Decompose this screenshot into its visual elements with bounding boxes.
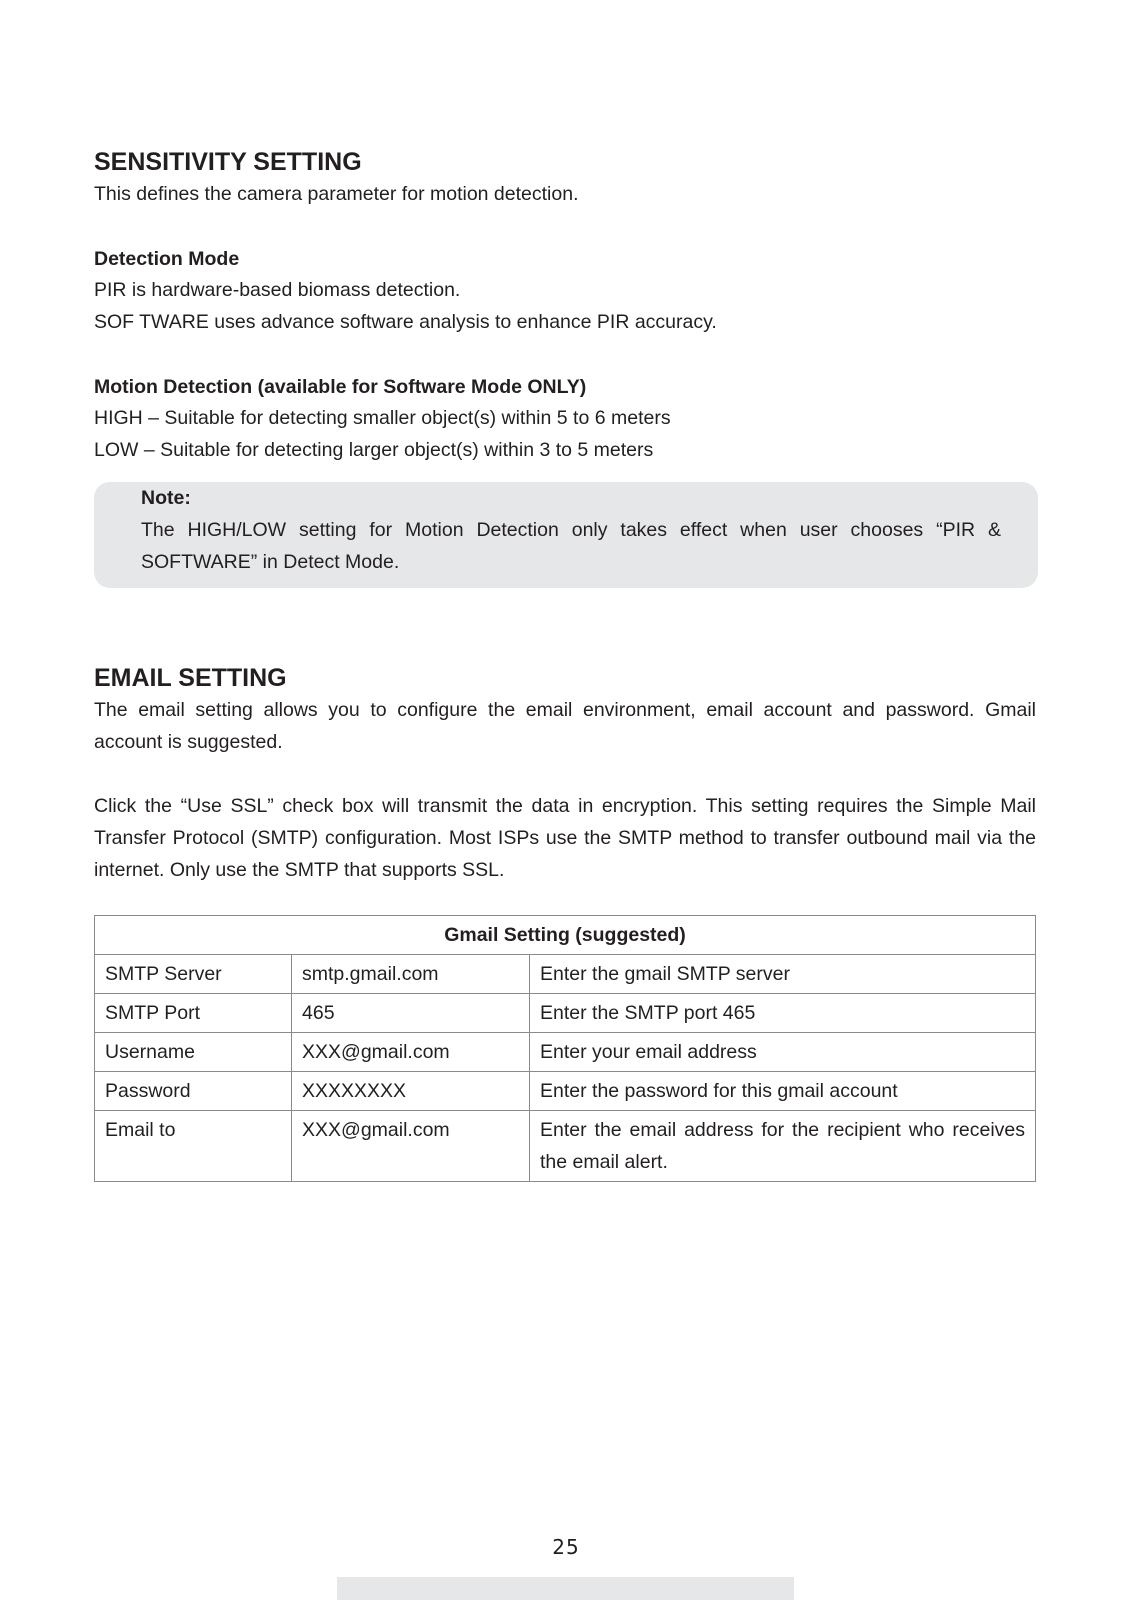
cell-value: XXX@gmail.com xyxy=(292,1111,530,1182)
cell-setting: Password xyxy=(95,1072,292,1111)
page-number: 25 xyxy=(552,1535,580,1559)
footer-bar xyxy=(337,1577,794,1600)
cell-value: XXXXXXXX xyxy=(292,1072,530,1111)
cell-setting: SMTP Port xyxy=(95,994,292,1033)
note-label: Note: xyxy=(141,487,191,509)
table-header-row xyxy=(95,916,1036,955)
cell-description: Enter the password for this gmail account xyxy=(530,1072,1036,1111)
section-title-sensitivity: SENSITIVITY SETTING xyxy=(94,148,362,176)
cell-description: Enter the SMTP port 465 xyxy=(530,994,1036,1033)
detection-mode-line-pir: PIR is hardware-based biomass detection. xyxy=(94,279,461,301)
motion-detection-line-low: LOW – Suitable for detecting larger object(s) within 3 to 5 meters xyxy=(94,439,654,461)
cell-value: smtp.gmail.com xyxy=(292,955,530,994)
section-title-email: EMAIL SETTING xyxy=(94,664,287,692)
cell-setting: SMTP Server xyxy=(95,955,292,994)
sensitivity-intro: This defines the camera parameter for motion detection. xyxy=(94,183,579,205)
cell-value: XXX@gmail.com xyxy=(292,1033,530,1072)
detection-mode-line-software: SOF TWARE uses advance software analysis to enhance PIR accuracy. xyxy=(94,311,717,333)
cell-description: Enter the email address for the recipient who receives the email alert. xyxy=(530,1111,1036,1182)
table-row xyxy=(95,955,1036,994)
table-header: Gmail Setting (suggested) xyxy=(95,916,1036,955)
email-intro: The email setting allows you to configure the email environment, email account and password. Gmail account is suggested. xyxy=(94,699,1036,753)
cell-setting: Email to xyxy=(95,1111,292,1182)
cell-setting: Username xyxy=(95,1033,292,1072)
table-row xyxy=(95,1033,1036,1072)
cell-value: 465 xyxy=(292,994,530,1033)
table-row xyxy=(95,1072,1036,1111)
gmail-settings-table xyxy=(94,915,1036,1182)
cell-description: Enter the gmail SMTP server xyxy=(530,955,1036,994)
email-ssl-paragraph: Click the “Use SSL” check box will transmit the data in encryption. This setting requires the Simple Mail Transfer Protocol (SMTP) configuration. Most ISPs use the SMTP method to transfer outbound mail via the internet. Only use the SMTP that supports SSL. xyxy=(94,795,1036,881)
table-row xyxy=(95,994,1036,1033)
note-box xyxy=(94,482,1038,588)
table-row xyxy=(95,1111,1036,1182)
motion-detection-line-high: HIGH – Suitable for detecting smaller object(s) within 5 to 6 meters xyxy=(94,407,671,429)
cell-description: Enter your email address xyxy=(530,1033,1036,1072)
note-text: The HIGH/LOW setting for Motion Detection only takes effect when user chooses “PIR & SOFTWARE” in Detect Mode. xyxy=(141,519,1001,573)
motion-detection-heading: Motion Detection (available for Software Mode ONLY) xyxy=(94,376,587,398)
detection-mode-heading: Detection Mode xyxy=(94,248,240,270)
